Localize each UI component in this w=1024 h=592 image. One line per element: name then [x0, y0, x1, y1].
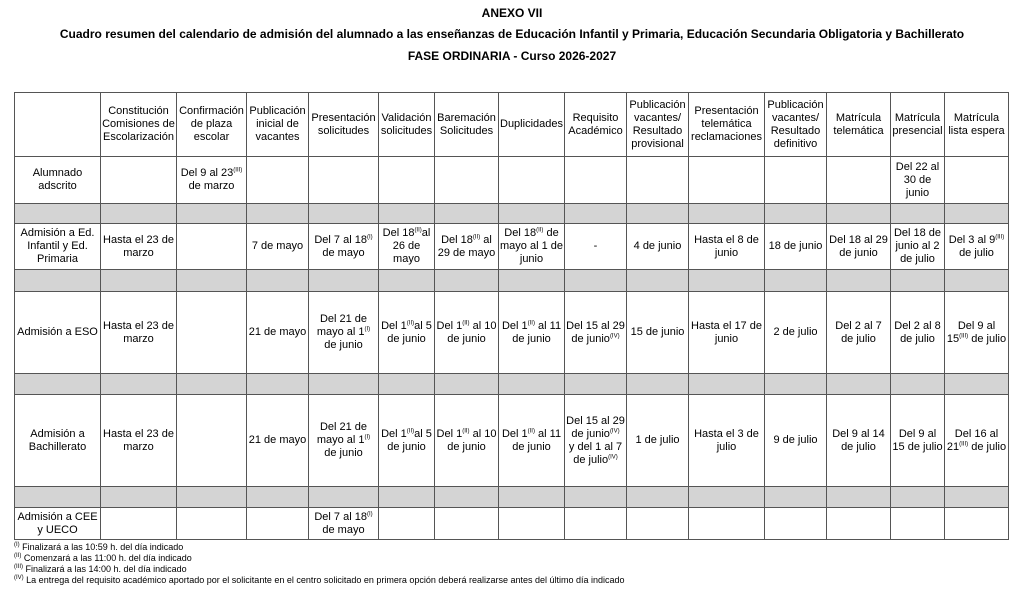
table-cell: 15 de junio	[627, 292, 689, 374]
table-cell	[177, 508, 247, 540]
table-cell	[435, 157, 499, 204]
table-cell: 1 de julio	[627, 395, 689, 487]
row-label: Admisión a Bachillerato	[15, 395, 101, 487]
table-cell: Del 18 de junio al 2 de julio	[891, 224, 945, 270]
table-cell	[499, 508, 565, 540]
header-cell: Validación solicitudes	[379, 93, 435, 157]
table-cell	[827, 157, 891, 204]
table-cell: Del $18^{(II)}$ al 29 de mayo	[435, 224, 499, 270]
footnote: $^{(I)}$ Finalizará a las 10:59 h. del día indicado	[14, 542, 184, 552]
table-cell: -	[565, 224, 627, 270]
table-cell: Hasta el 3 de julio	[689, 395, 765, 487]
header-cell: Requisito Académico	[565, 93, 627, 157]
admission-calendar-table	[14, 92, 1009, 540]
spacer-row	[15, 270, 1009, 292]
table-cell: Del $1^{(II)}al$ 5 de junio	[379, 395, 435, 487]
table-cell: Del 21 de mayo al $1^{(I)}$ de junio	[309, 292, 379, 374]
header-cell: Publicación vacantes/ Resultado definitivo	[765, 93, 827, 157]
table-cell: Hasta el 17 de junio	[689, 292, 765, 374]
table-cell: Del 9 al $15^{(III)}$ de julio	[945, 292, 1009, 374]
table-cell: Del 3 al $9^{(III)}$ de julio	[945, 224, 1009, 270]
spacer-row	[15, 487, 1009, 508]
table-cell: Del 2 al 7 de julio	[827, 292, 891, 374]
table-cell	[827, 508, 891, 540]
table-row	[15, 157, 1009, 204]
table-cell	[689, 508, 765, 540]
table-cell	[177, 395, 247, 487]
table-cell	[765, 508, 827, 540]
header-cell: Constitución Comisiones de Escolarización	[101, 93, 177, 157]
spacer-row	[15, 374, 1009, 395]
table-cell	[565, 508, 627, 540]
table-cell	[499, 157, 565, 204]
table-cell: Del 16 al $21^{(III)}$ de julio	[945, 395, 1009, 487]
row-label: Alumnado adscrito	[15, 157, 101, 204]
table-cell: 2 de julio	[765, 292, 827, 374]
document-title: Cuadro resumen del calendario de admisión del alumnado a las enseñanzas de Educación Infantil y Primaria, Educación Secundaria Obligatoria y Bachillerato	[59, 27, 965, 41]
table-cell	[101, 157, 177, 204]
table-cell: Del $18^{(II)}$ de mayo al 1 de junio	[499, 224, 565, 270]
row-label: Admisión a CEE y UECO	[15, 508, 101, 540]
table-row	[15, 508, 1009, 540]
table-cell	[565, 157, 627, 204]
table-cell	[379, 157, 435, 204]
table-cell	[435, 508, 499, 540]
header-cell: Publicación inicial de vacantes	[247, 93, 309, 157]
table-cell: Del 9 al $23^{(III)}$ de marzo	[177, 157, 247, 204]
table-cell: Del $1^{(II)}al$ 5 de junio	[379, 292, 435, 374]
header-cell: Publicación vacantes/ Resultado provisional	[627, 93, 689, 157]
table-cell	[891, 508, 945, 540]
table-cell	[945, 157, 1009, 204]
table-cell: Del 9 al 15 de julio	[891, 395, 945, 487]
table-cell	[247, 508, 309, 540]
table-cell: Del 9 al 14 de julio	[827, 395, 891, 487]
phase-title: FASE ORDINARIA - Curso 2026-2027	[407, 49, 617, 63]
table-row	[15, 292, 1009, 374]
table-cell: Del $1^{(II)}$ al 11 de junio	[499, 395, 565, 487]
table-cell: Del $1^{(II)}$ al 10 de junio	[435, 395, 499, 487]
header-cell	[15, 93, 101, 157]
table-cell: Hasta el 8 de junio	[689, 224, 765, 270]
table-row	[15, 224, 1009, 270]
table-cell	[689, 157, 765, 204]
footnote: $^{(IV)}$ La entrega del requisito académico aportado por el solicitante en el centro solicitado en primera opción deberá realizarse antes del último día indicado	[14, 575, 625, 585]
header-cell: Presentación solicitudes	[309, 93, 379, 157]
table-cell: 7 de mayo	[247, 224, 309, 270]
table-cell: Hasta el 23 de marzo	[101, 224, 177, 270]
table-cell	[627, 508, 689, 540]
table-cell	[177, 292, 247, 374]
footnote: $^{(III)}$ Finalizará a las 14:00 h. del día indicado	[14, 564, 187, 574]
table-cell	[627, 157, 689, 204]
row-label: Admisión a ESO	[15, 292, 101, 374]
header-row	[15, 93, 1009, 157]
table-cell: Del 7 al $18^{(I)}$ de mayo	[309, 508, 379, 540]
table-cell: Del 21 de mayo al $1^{(I)}$ de junio	[309, 395, 379, 487]
footnote: $^{(II)}$ Comenzará a las 11:00 h. del día indicado	[14, 553, 192, 563]
table-cell	[765, 157, 827, 204]
table-cell	[247, 157, 309, 204]
table-cell: Del $1^{(II)}$ al 11 de junio	[499, 292, 565, 374]
header-cell: Duplicidades	[499, 93, 565, 157]
table-cell: Del 18 al 29 de junio	[827, 224, 891, 270]
table-cell	[101, 508, 177, 540]
table-cell: Del 22 al 30 de junio	[891, 157, 945, 204]
table-cell: Del 7 al $18^{(I)}$ de mayo	[309, 224, 379, 270]
header-cell: Matrícula lista espera	[945, 93, 1009, 157]
header-cell: Presentación telemática reclamaciones	[689, 93, 765, 157]
table-cell	[945, 508, 1009, 540]
table-cell: Del 15 al 29 de junio$^{(IV)}$	[565, 292, 627, 374]
table-cell	[177, 224, 247, 270]
table-cell	[379, 508, 435, 540]
table-cell: 21 de mayo	[247, 395, 309, 487]
table-cell: Hasta el 23 de marzo	[101, 395, 177, 487]
header-cell: Confirmación de plaza escolar	[177, 93, 247, 157]
table-cell: Del 2 al 8 de julio	[891, 292, 945, 374]
table-row	[15, 395, 1009, 487]
table-cell: Hasta el 23 de marzo	[101, 292, 177, 374]
table-cell	[309, 157, 379, 204]
header-cell: Baremación Solicitudes	[435, 93, 499, 157]
header-cell: Matrícula telemática	[827, 93, 891, 157]
table-cell: 21 de mayo	[247, 292, 309, 374]
annex-title: ANEXO VII	[481, 6, 543, 20]
table-cell: 9 de julio	[765, 395, 827, 487]
table-cell: Del $1^{(II)}$ al 10 de junio	[435, 292, 499, 374]
header-cell: Matrícula presencial	[891, 93, 945, 157]
footnotes	[14, 542, 625, 586]
row-label: Admisión a Ed. Infantil y Ed. Primaria	[15, 224, 101, 270]
table-cell: Del $18^{(II)}al$ 26 de mayo	[379, 224, 435, 270]
spacer-row	[15, 204, 1009, 224]
table-cell: Del 15 al 29 de junio$^{(IV)}$ y del 1 al 7 de julio$^{(IV)}$	[565, 395, 627, 487]
table-cell: 18 de junio	[765, 224, 827, 270]
table-cell: 4 de junio	[627, 224, 689, 270]
